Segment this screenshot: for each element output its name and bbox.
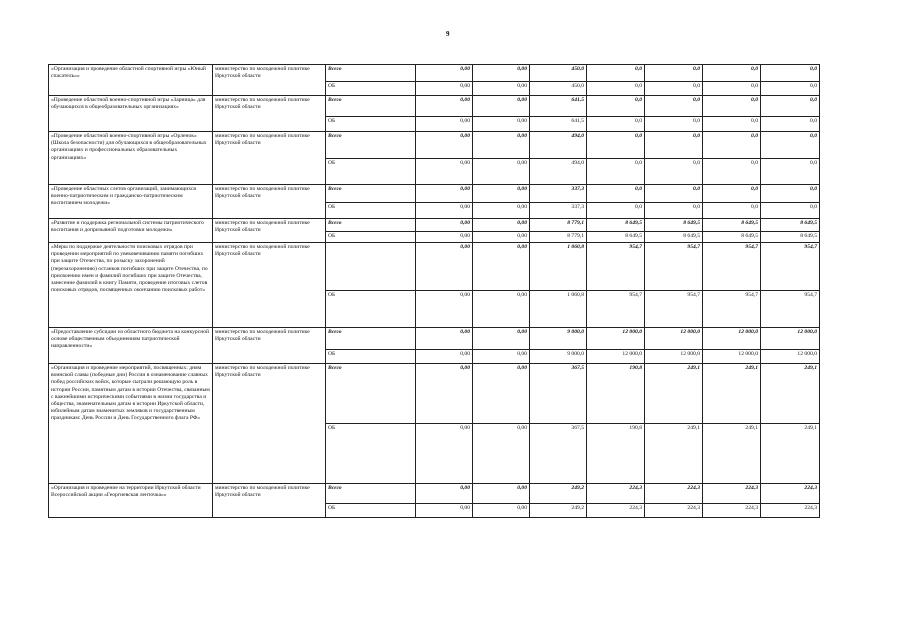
measure-title: «Меры по поддержке деятельности поисковых отрядов при проведении мероприятий по увековечиванию памяти погибших при защите Отечества, по розыску захоронений (перезахоронению) останков погибших при защите Отечества, по присвоению имен и фамилий погибших при защите Отечества, занесение фамилий в книгу Памяти, проведение итоговых слетов поисковых отрядов, посвященных окончанию поисковых работ» <box>49 243 213 328</box>
ob-value: 0,0 <box>587 117 645 132</box>
total-value: 249,1 <box>761 364 820 424</box>
ob-value: 224,3 <box>703 504 761 518</box>
ob-label: ОБ <box>326 232 416 243</box>
total-value: 450,0 <box>530 65 587 82</box>
ob-value: 249,1 <box>703 424 761 484</box>
total-value: 0,00 <box>416 132 473 159</box>
ob-value: 224,3 <box>587 504 645 518</box>
total-label: Всего <box>326 185 416 203</box>
ob-value: 8 649,5 <box>645 232 703 243</box>
executor: министерство по молодежной политике Иркутской области <box>213 484 326 518</box>
measure-title: «Организация и проведение областной спортивной игры «Юный спасатель»» <box>49 65 213 96</box>
ob-label: ОБ <box>326 159 416 185</box>
total-value: 249,2 <box>530 484 587 504</box>
total-value: 8 649,5 <box>587 219 645 232</box>
ob-value: 0,0 <box>645 82 703 96</box>
total-value: 0,00 <box>473 185 530 203</box>
total-value: 0,00 <box>416 364 473 424</box>
total-label: Всего <box>326 219 416 232</box>
total-value: 1 060,8 <box>530 243 587 291</box>
ob-value: 0,00 <box>416 504 473 518</box>
total-value: 9 000,0 <box>530 328 587 350</box>
total-value: 224,3 <box>645 484 703 504</box>
total-value: 0,00 <box>416 96 473 117</box>
ob-value: 0,00 <box>416 424 473 484</box>
total-value: 0,00 <box>416 65 473 82</box>
ob-value: 0,0 <box>645 159 703 185</box>
total-value: 8 649,5 <box>645 219 703 232</box>
ob-value: 0,00 <box>416 232 473 243</box>
total-value: 0,0 <box>703 65 761 82</box>
total-value: 249,1 <box>703 364 761 424</box>
total-value: 954,7 <box>703 243 761 291</box>
ob-value: 450,0 <box>530 82 587 96</box>
ob-value: 12 000,0 <box>761 350 820 364</box>
ob-value: 8 649,5 <box>587 232 645 243</box>
measure-title: «Проведение областной военно-спортивной игры «Орленок» (Школа безопасности) для обучающихся в общеобразовательных организациях и профессиональных образовательных организациях» <box>49 132 213 185</box>
total-value: 0,00 <box>416 219 473 232</box>
total-value: 0,0 <box>703 185 761 203</box>
ob-value: 0,00 <box>473 232 530 243</box>
table-row <box>49 96 820 117</box>
total-value: 0,00 <box>473 243 530 291</box>
ob-value: 0,0 <box>703 82 761 96</box>
ob-label: ОБ <box>326 424 416 484</box>
measure-title: «Организация и проведение на территории Иркутской области Всероссийской акции «Георгиевская ленточка»» <box>49 484 213 518</box>
total-value: 0,00 <box>473 328 530 350</box>
executor: министерство по молодежной политике Иркутской области <box>213 219 326 243</box>
ob-value: 0,00 <box>473 203 530 219</box>
ob-value: 190,8 <box>587 424 645 484</box>
total-value: 0,00 <box>416 484 473 504</box>
ob-value: 0,00 <box>473 291 530 328</box>
total-value: 494,0 <box>530 132 587 159</box>
ob-value: 337,3 <box>530 203 587 219</box>
total-value: 954,7 <box>587 243 645 291</box>
total-value: 0,0 <box>587 132 645 159</box>
total-value: 0,0 <box>645 96 703 117</box>
total-label: Всего <box>326 364 416 424</box>
ob-label: ОБ <box>326 203 416 219</box>
measure-title: «Проведение областной военно-спортивной игры «Зарница» для обучающихся в общеобразовательных организациях» <box>49 96 213 132</box>
total-value: 0,00 <box>473 65 530 82</box>
ob-label: ОБ <box>326 504 416 518</box>
ob-value: 12 000,0 <box>645 350 703 364</box>
total-value: 0,00 <box>473 96 530 117</box>
total-value: 641,5 <box>530 96 587 117</box>
ob-value: 0,0 <box>761 203 820 219</box>
total-value: 0,0 <box>703 132 761 159</box>
ob-value: 249,1 <box>645 424 703 484</box>
ob-value: 12 000,0 <box>703 350 761 364</box>
ob-value: 0,0 <box>645 203 703 219</box>
ob-value: 0,00 <box>473 82 530 96</box>
ob-value: 0,0 <box>645 117 703 132</box>
total-value: 0,0 <box>761 65 820 82</box>
total-label: Всего <box>326 132 416 159</box>
ob-value: 954,7 <box>587 291 645 328</box>
ob-value: 0,0 <box>761 117 820 132</box>
ob-value: 8 649,5 <box>703 232 761 243</box>
total-label: Всего <box>326 96 416 117</box>
total-value: 0,0 <box>645 65 703 82</box>
ob-value: 0,00 <box>416 117 473 132</box>
table-row <box>49 219 820 232</box>
table-body <box>49 65 820 518</box>
total-value: 0,00 <box>473 132 530 159</box>
total-value: 0,0 <box>587 65 645 82</box>
measure-title: «Проведение областных слетов организаций, занимающихся военно-патриотическим и гражданско-патриотическим воспитанием молодежи» <box>49 185 213 219</box>
table-row <box>49 243 820 291</box>
ob-value: 0,00 <box>473 504 530 518</box>
ob-label: ОБ <box>326 291 416 328</box>
total-value: 12 000,0 <box>761 328 820 350</box>
ob-value: 249,2 <box>530 504 587 518</box>
total-label <box>326 243 416 291</box>
total-value: 0,00 <box>473 219 530 232</box>
total-value: 0,0 <box>703 96 761 117</box>
ob-value: 0,00 <box>416 203 473 219</box>
executor: министерство по молодежной политике Иркутской области <box>213 364 326 484</box>
ob-label: ОБ <box>326 82 416 96</box>
executor: министерство по молодежной политике Иркутской области <box>213 243 326 328</box>
ob-value: 0,00 <box>416 350 473 364</box>
total-value: 224,3 <box>761 484 820 504</box>
total-value: 224,3 <box>587 484 645 504</box>
executor: министерство по молодежной политике Иркутской области <box>213 96 326 132</box>
ob-value: 954,7 <box>703 291 761 328</box>
measure-title: «Организация и проведение мероприятий, посвященных: дням воинской славы (победные дни) России в ознаменование славных побед российских войск, которые сыграли решающую роль в истории России, памятным датам в истории Отечества, связанным с важнейшими историческими событиями в жизни государства и общества, знаменательным датам в истории Иркутской области, юбилейным датам знаменитых земляков и государственным праздникам: День России и День Государственного флага РФ» <box>49 364 213 484</box>
page-number: 9 <box>446 30 450 38</box>
table-row <box>49 132 820 159</box>
total-value: 0,00 <box>416 243 473 291</box>
ob-value: 367,5 <box>530 424 587 484</box>
total-value: 0,00 <box>416 185 473 203</box>
table-row <box>49 65 820 82</box>
executor: министерство по молодежной политике Иркутской области <box>213 65 326 96</box>
total-value: 0,0 <box>645 132 703 159</box>
ob-value: 0,00 <box>416 82 473 96</box>
ob-value: 0,00 <box>473 424 530 484</box>
ob-label: ОБ <box>326 350 416 364</box>
ob-value: 12 000,0 <box>587 350 645 364</box>
ob-value: 0,0 <box>587 82 645 96</box>
ob-value: 0,00 <box>473 117 530 132</box>
total-value: 367,5 <box>530 364 587 424</box>
ob-value: 0,00 <box>416 159 473 185</box>
total-value: 8 649,5 <box>703 219 761 232</box>
total-label: Всего <box>326 484 416 504</box>
executor: министерство по молодежной политике Иркутской области <box>213 185 326 219</box>
ob-value: 0,00 <box>473 159 530 185</box>
total-value: 0,0 <box>645 185 703 203</box>
total-value: 0,0 <box>761 185 820 203</box>
total-value: 12 000,0 <box>587 328 645 350</box>
total-value: 12 000,0 <box>645 328 703 350</box>
total-value: 190,8 <box>587 364 645 424</box>
ob-value: 0,0 <box>587 159 645 185</box>
ob-value: 0,0 <box>703 159 761 185</box>
total-value: 337,3 <box>530 185 587 203</box>
measure-title: «Развитие и поддержка региональной системы патриотического воспитания и допризывной подготовки молодежи» <box>49 219 213 243</box>
total-value: 224,3 <box>703 484 761 504</box>
table-row <box>49 484 820 504</box>
ob-value: 641,5 <box>530 117 587 132</box>
ob-value: 954,7 <box>645 291 703 328</box>
ob-value: 1 060,8 <box>530 291 587 328</box>
executor: министерство по молодежной политике Иркутской области <box>213 328 326 364</box>
ob-value: 8 779,1 <box>530 232 587 243</box>
total-label: Всего <box>326 328 416 350</box>
total-value: 8 649,5 <box>761 219 820 232</box>
measure-title: «Предоставление субсидии из областного бюджета на конкурсной основе общественным объединениям патриотической направленности» <box>49 328 213 364</box>
table-row <box>49 185 820 203</box>
ob-value: 9 000,0 <box>530 350 587 364</box>
ob-value: 0,0 <box>703 117 761 132</box>
ob-value: 0,0 <box>587 203 645 219</box>
ob-value: 8 649,5 <box>761 232 820 243</box>
total-value: 8 779,1 <box>530 219 587 232</box>
total-value: 0,0 <box>587 185 645 203</box>
total-label: Всего <box>326 65 416 82</box>
total-value: 0,00 <box>473 484 530 504</box>
total-value: 0,00 <box>416 328 473 350</box>
total-value: 0,00 <box>473 364 530 424</box>
budget-table <box>48 64 820 518</box>
total-value: 954,7 <box>761 243 820 291</box>
ob-value: 494,0 <box>530 159 587 185</box>
table-row <box>49 328 820 350</box>
total-value: 0,0 <box>761 96 820 117</box>
total-value: 249,1 <box>645 364 703 424</box>
table-row <box>49 364 820 424</box>
ob-value: 0,0 <box>761 159 820 185</box>
total-value: 12 000,0 <box>703 328 761 350</box>
ob-value: 224,3 <box>645 504 703 518</box>
ob-value: 224,3 <box>761 504 820 518</box>
ob-label: ОБ <box>326 117 416 132</box>
total-value: 954,7 <box>645 243 703 291</box>
ob-value: 954,7 <box>761 291 820 328</box>
executor: министерство по молодежной политике Иркутской области <box>213 132 326 185</box>
total-value: 0,0 <box>761 132 820 159</box>
total-value: 0,0 <box>587 96 645 117</box>
ob-value: 0,00 <box>473 350 530 364</box>
ob-value: 0,00 <box>416 291 473 328</box>
ob-value: 249,1 <box>761 424 820 484</box>
ob-value: 0,0 <box>703 203 761 219</box>
ob-value: 0,0 <box>761 82 820 96</box>
